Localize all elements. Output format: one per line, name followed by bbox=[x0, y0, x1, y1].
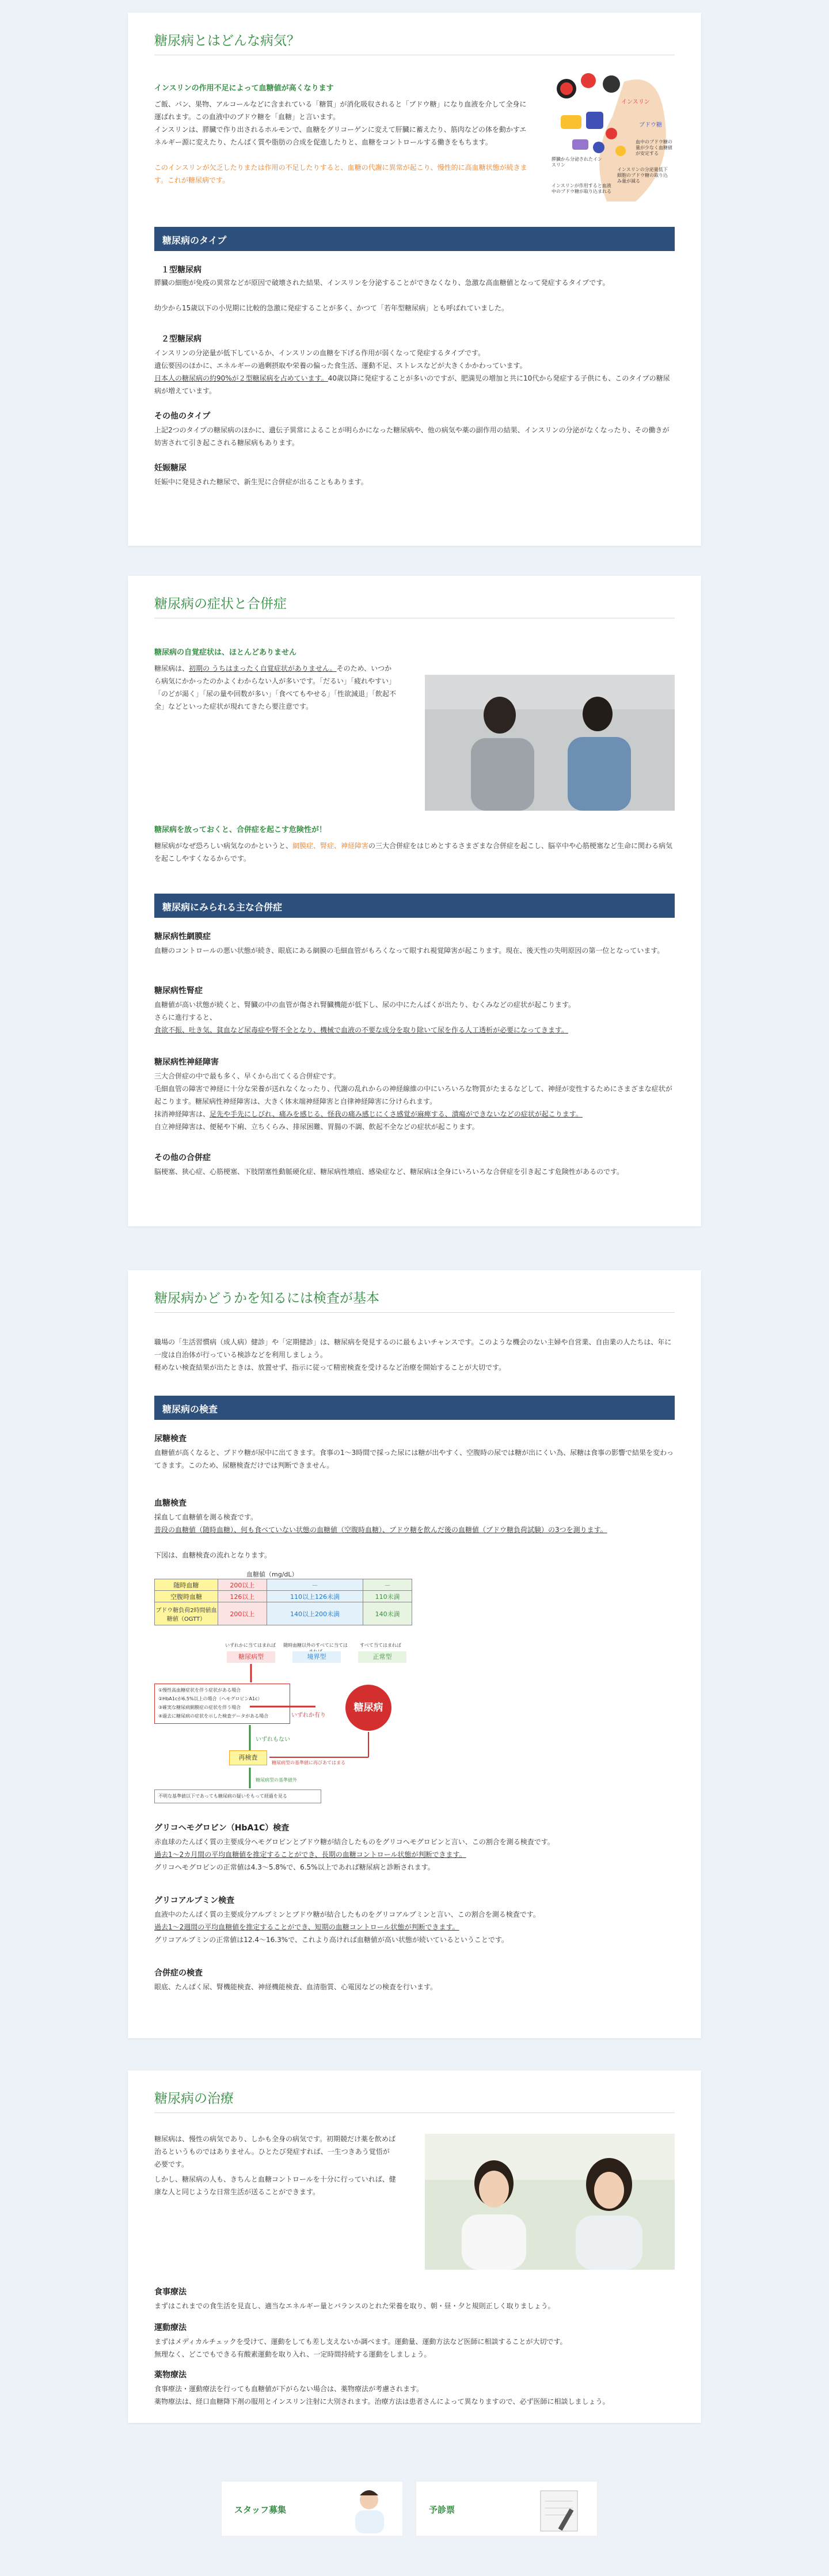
complication-heading: 糖尿病性網膜症 bbox=[154, 932, 211, 941]
paragraph: 糖尿病がなぜ恐ろしい病気なのかというと、網膜症、腎症、神経障害の三大合併症をはじめとするさまざまな合併症を起こし、脳卒中や心筋梗塞など生命に関わる病気を起こしやすくなるからです。 bbox=[154, 842, 673, 863]
treatment-heading: 薬物療法 bbox=[154, 2370, 187, 2380]
paragraph: しかし、糖尿病の人も、きちんと血糖コントロールを十分に行っていれば、健康な人と同じような日常生活が送ることができます。 bbox=[154, 2175, 396, 2196]
paragraph: グリコアルブミンの正常値は12.4～16.3%で、これより高ければ血糖値が高い状態が続いているということです。 bbox=[154, 1936, 508, 1944]
test-heading: グリコアルブミン検査 bbox=[154, 1896, 235, 1905]
paragraph: 軽めない検査結果が出たときは、放置せず、指示に従って精密検査を受けるなど治療を開始することが大切です。 bbox=[154, 1363, 506, 1371]
symptom-photo bbox=[425, 675, 675, 811]
lead-text: 糖尿病の自覚症状は、ほとんどありません bbox=[154, 648, 297, 657]
lead-text: 糖尿病を放っておくと、合併症を起こす危険性が！ bbox=[154, 826, 327, 834]
criteria-table: 随時血糖 200以上 － － 空腹時血糖 126以上 110以上126未満 110未満 ブドウ糖負荷2時間値血糖値（OGTT） 200以上 140以上200未満 140未満 bbox=[154, 1579, 412, 1625]
nurse-icon bbox=[329, 2485, 398, 2533]
paragraph: 血糖値が高くなると、ブドウ糖が尿中に出てきます。食事の1～3時間で採った尿には糖が出やすく、空腹時の尿では糖が出にくい為、尿糖は食事の影響で結果を変わってきます。このため、尿糖検査だけでは判断できません。 bbox=[154, 1449, 674, 1469]
highlight-paragraph: このインスリンが欠乏したりまたは作用の不足したりすると、血糖の代謝に異常が起こり、慢性的に高血糖状態が続きます。これが糖尿病です。 bbox=[154, 164, 527, 184]
paragraph: 血液中のたんぱく質の主要成分アルブミンとブドウ糖が結合したものをグリコアルブミンと言い、この割合を測る検査です。 bbox=[154, 1910, 540, 1918]
paragraph: インスリンの分泌量が低下しているか、インスリンの血糖を下げる作用が弱くなって発症するタイプです。 bbox=[154, 349, 485, 357]
paragraph: 糖尿病は、慢性の病気であり、しかも全身の病気です。初期競だけ薬を飲めば治るというものではありません。ひとたび発症すれば、一生つきあう覚悟が必要です。 bbox=[154, 2135, 396, 2168]
paragraph: 普段の血糖値（随時血糖）、何も食べていない状態の血糖値（空腹時血糖）、ブドウ糖を飲んだ後の血糖値（ブドウ糖負荷試験）の3つを測ります。 bbox=[154, 1526, 607, 1534]
paragraph: 過去1～2カ月間の平均血糖値を推定することができ、長期の血糖コントロール状態が判断できます。 bbox=[154, 1851, 466, 1859]
paragraph: インスリンは、膵臓で作り出されるホルモンで、血糖をグリコーゲンに変えて肝臓に蓄えたり、筋肉などの体を動かすエネルギー源に変えたり、たんぱく質や脂肪の合成を促進したりと、血糖をコントロールする働きをもちます。 bbox=[154, 126, 527, 146]
paragraph: 上記2つのタイプの糖尿病のほかに、遺伝子異常によることが明らかになった糖尿病や、他の病気や薬の副作用の結果、インスリンの分泌がなくなったり、その働きが妨害されて引き起こされる糖尿病もあります。 bbox=[154, 426, 670, 447]
section-title: 糖尿病かどうかを知るには検査が基本 bbox=[154, 1281, 675, 1313]
paragraph: 採血して血糖値を測る検査です。 bbox=[154, 1513, 258, 1521]
paragraph: 無理なく、どこでもできる有酸素運動を取り入れ、一定時間持続する運動をしましょう。 bbox=[154, 2350, 431, 2358]
type-bar: 糖尿病のタイプ bbox=[154, 227, 675, 251]
illustration-label: インスリンが作用すると血液中のブドウ糖が取り込まれる bbox=[552, 183, 611, 194]
illustration-label: 膵臓から分泌されたインスリン bbox=[552, 157, 602, 168]
paragraph: 血糖のコントロールの悪い状態が続き、眼底にある網膜の毛細血管がもろくなって眼すれ視覚障害が起こります。現在、後天性の失明原因の第一位となっています。 bbox=[154, 947, 664, 955]
illustration-label: 血中のブドウ糖の量が少なく血糖値が安定する bbox=[636, 139, 672, 156]
section-symptoms bbox=[128, 576, 701, 1226]
treatment-heading: 運動療法 bbox=[154, 2323, 187, 2332]
condition-box: ①慢性高血糖症状を伴う症状がある場合 ②HbA1cが6.5%以上の場合（ヘモグロビンA1c） ③確実な糖尿病網膜症の症状を伴う場合 ④過去に糖尿病の症状を示した検査データがある場合 bbox=[154, 1684, 290, 1724]
banner-label: 予診票 bbox=[429, 2505, 455, 2515]
paragraph: 膵臓の細胞が免疫の異常などが原因で破壊された結果、インスリンを分泌することができなくなり、急激な高血糖値となって発症するタイプです。 bbox=[154, 279, 610, 287]
section-tests bbox=[128, 1270, 701, 2038]
type-normal: 正常型 bbox=[358, 1651, 406, 1663]
paragraph: 食事療法・運動療法を行っても血糖値が下がらない場合は、薬物療法が考慮されます。 bbox=[154, 2385, 424, 2393]
paragraph: 過去1～2週間の平均血糖値を推定することができ、短期の血糖コントロール状態が判断できます。 bbox=[154, 1923, 459, 1931]
paragraph: 日本人の糖尿病の約90%が２型糖尿病を占めています。40歳以降に発症することが多いのですが、肥満児の増加と共に10代から発症する子供にも、このタイプの糖尿病が増えています。 bbox=[154, 374, 670, 395]
paragraph: 抹消神経障害は、足先や手先にしびれ、痛みを感じる、怪我の痛み感じにくさ感覚が麻痺する、潰瘍ができないなどの症状が起こります。 bbox=[154, 1110, 583, 1118]
section-treatment bbox=[128, 2070, 701, 2423]
paragraph: 遺伝要因のほかに、エネルギーの過剰摂取や栄養の偏った食生活、運動不足、ストレスなどが大きくかかわっています。 bbox=[154, 362, 527, 370]
section-about-diabetes bbox=[128, 13, 701, 546]
paragraph: 下図は、血糖検査の流れとなります。 bbox=[154, 1551, 272, 1559]
note-box: 不明な基準値以下であっても糖尿病の疑いをもって経過を見る bbox=[154, 1789, 321, 1803]
retest-box: 再検査 bbox=[229, 1750, 267, 1765]
clipboard-icon bbox=[523, 2485, 592, 2533]
type-diabetes: 糖尿病型 bbox=[227, 1651, 275, 1663]
paragraph: 妊娠中に発見された糖尿で、新生児に合併症が出ることもあります。 bbox=[154, 478, 368, 486]
paragraph: 血糖値が高い状態が続くと、腎臓の中の血管が傷され腎臓機能が低下し、尿の中にたんぱくが出たり、むくみなどの症状が起こります。 bbox=[154, 1001, 576, 1009]
test-heading: グリコヘモグロビン（HbA1C）検査 bbox=[154, 1823, 290, 1833]
paragraph: 幼少から15歳以下の小児期に比較的急激に発症することが多く、かつて「若年型糖尿病」とも呼ばれていました。 bbox=[154, 304, 509, 312]
type-border: 境界型 bbox=[292, 1651, 341, 1663]
paragraph: さらに進行すると、 bbox=[154, 1013, 217, 1021]
paragraph: 糖尿病は、初期の うちはまったく自覚症状がありません。そのため、いつから病気にかかったのかよくわからない人が多いです。「だるい」「疲れやすい」「のどが渇く」「尿の量や回数が多い」「食べてもやせる」「性欲減退」「飲起不全」などといった症状が現れてきたら要注意です。 bbox=[154, 664, 397, 711]
staff-recruit-banner[interactable] bbox=[221, 2481, 403, 2536]
paragraph: まずはこれまでの食生活を見直し、適当なエネルギー量とバランスのとれた栄養を取り、朝・昼・夕と規則正しく取りましょう。 bbox=[154, 2302, 555, 2310]
type-heading: ２型糖尿病 bbox=[161, 335, 201, 344]
type-heading: 妊娠糖尿 bbox=[154, 463, 187, 473]
test-heading: 尿糖検査 bbox=[154, 1434, 187, 1443]
paragraph: ご飯、パン、果物、アルコールなどに含まれている「糖質」が消化吸収されると「ブドウ糖」になり血液を介して全身に運ばれます。この血液中のブドウ糖を「血糖」と言います。 bbox=[154, 100, 527, 121]
complication-heading: 糖尿病性神経障害 bbox=[154, 1058, 219, 1067]
section-title: 糖尿病の症状と合併症 bbox=[154, 586, 675, 618]
paragraph: 脳梗塞、狭心症、心筋梗塞、下肢閉塞性動脈硬化症、糖尿病性壊疽、感染症など、糖尿病は全身にいろいろな合併症を引き起こす危険性があるのです。 bbox=[154, 1168, 624, 1176]
paragraph: 毛細血管の障害で神経に十分な栄養が送れなくなったり、代謝の乱れからの神経線維の中にいろいろな物質がたまるなどして、神経が変性するためにさまざまな症状が起こります。糖尿病性神経障害は、大きく体末端神経障害と自律神経障害に分けられます。 bbox=[154, 1085, 672, 1105]
treatment-heading: 食事療法 bbox=[154, 2288, 187, 2297]
type-heading: １型糖尿病 bbox=[161, 265, 201, 275]
paragraph: 自立神経障害は、便秘や下痢、立ちくらみ、排尿困難、胃腸の不調、飲起不全などの症状が起こります。 bbox=[154, 1123, 479, 1131]
illustration-label: ブドウ糖 bbox=[639, 122, 662, 128]
type-heading: その他のタイプ bbox=[154, 412, 211, 421]
insulin-illustration bbox=[549, 70, 676, 202]
test-bar: 糖尿病の検査 bbox=[154, 1396, 675, 1420]
complication-heading: その他の合併症 bbox=[154, 1153, 211, 1162]
test-heading: 血糖検査 bbox=[154, 1499, 187, 1508]
chart-unit: 血糖値（mg/dL） bbox=[246, 1571, 298, 1578]
illustration-label: インスリンの分泌量低下 細胞のブドウ糖の取り込み量が減る bbox=[617, 167, 668, 184]
paragraph: まずはメディカルチェックを受けて、運動をしても差し支えないか調べます。運動量、運動方法など医師に相談することが大切です。 bbox=[154, 2338, 567, 2346]
banner-label: スタッフ募集 bbox=[234, 2505, 287, 2515]
paragraph: 赤血球のたんぱく質の主要成分ヘモグロビンとブドウ糖が結合したものをグリコヘモグロビンと言い、この割合を測る検査です。 bbox=[154, 1838, 554, 1846]
test-flow-chart: 血糖値（mg/dL） 随時血糖 200以上 － － 空腹時血糖 126以上 110以上126未満 110未満 ブドウ糖負荷2時間値血糖値（OGTT） 200以上 140以上200未満 140未満 いずれかに当てはまれば 随時血糖以外のすべてに当ては すべて当てはまれば 糖尿病型 境界型 正常型 ①慢性高血糖症状を伴う症状がある場合 ②HbA1cが6.5%以上の場合（ヘモグロビンA1c） ③確実な糖尿病網膜症の症状を伴う場合 ④過去に糖尿病の症状を示した検査データがある場合 いずれか有り いずれもない 糖尿病 再検査 糖尿病型の基準値に再びあてはまる 糖尿病型の基準値外 不明な基準値以下であっても糖尿病の疑いをもって経過を見る bbox=[154, 1570, 425, 1811]
complication-heading: 糖尿病性腎症 bbox=[154, 986, 203, 996]
section-title: 糖尿病とはどんな病気？ bbox=[154, 23, 675, 55]
paragraph: 食欲不振、吐き気、貧血など尿毒症や腎不全となり、機械で血液の不要な成分を取り除いて尿を作る人工透析が必要になってきます。 bbox=[154, 1026, 569, 1034]
paragraph: グリコヘモグロビンの正常値は4.3～5.8%で、6.5%以上であれば糖尿病と診断されます。 bbox=[154, 1863, 435, 1871]
paragraph: 職場の「生活習慣病（成人病）健診」や「定期健診」は、糖尿病を発見するのに最もよいチャンスです。このような機会のない主婦や自営業、自由業の人たちは、年に一度は自治体が行っている検診などを利用しましょう。 bbox=[154, 1338, 672, 1359]
illustration-label: インスリン bbox=[621, 99, 650, 105]
paragraph: 眼底、たんぱく尿、腎機能検査、神経機能検査、血清脂質、心電図などの検査を行います。 bbox=[154, 1983, 438, 1991]
paragraph: 薬物療法は、経口血糖降下剤の服用とインスリン注射に大別されます。治療方法は患者さんによって異なりますので、必ず医師に相談しましょう。 bbox=[154, 2398, 610, 2406]
interview-sheet-banner[interactable] bbox=[416, 2481, 598, 2536]
paragraph: 三大合併症の中で最も多く、早くから出てくる合併症です。 bbox=[154, 1072, 340, 1080]
treatment-photo bbox=[425, 2134, 675, 2270]
lead-text: インスリンの作用不足によって血糖値が高くなります bbox=[154, 84, 334, 93]
complication-bar: 糖尿病にみられる主な合併症 bbox=[154, 894, 675, 918]
diagnosis-badge: 糖尿病 bbox=[345, 1685, 391, 1731]
test-heading: 合併症の検査 bbox=[154, 1969, 203, 1978]
section-title: 糖尿病の治療 bbox=[154, 2081, 675, 2113]
